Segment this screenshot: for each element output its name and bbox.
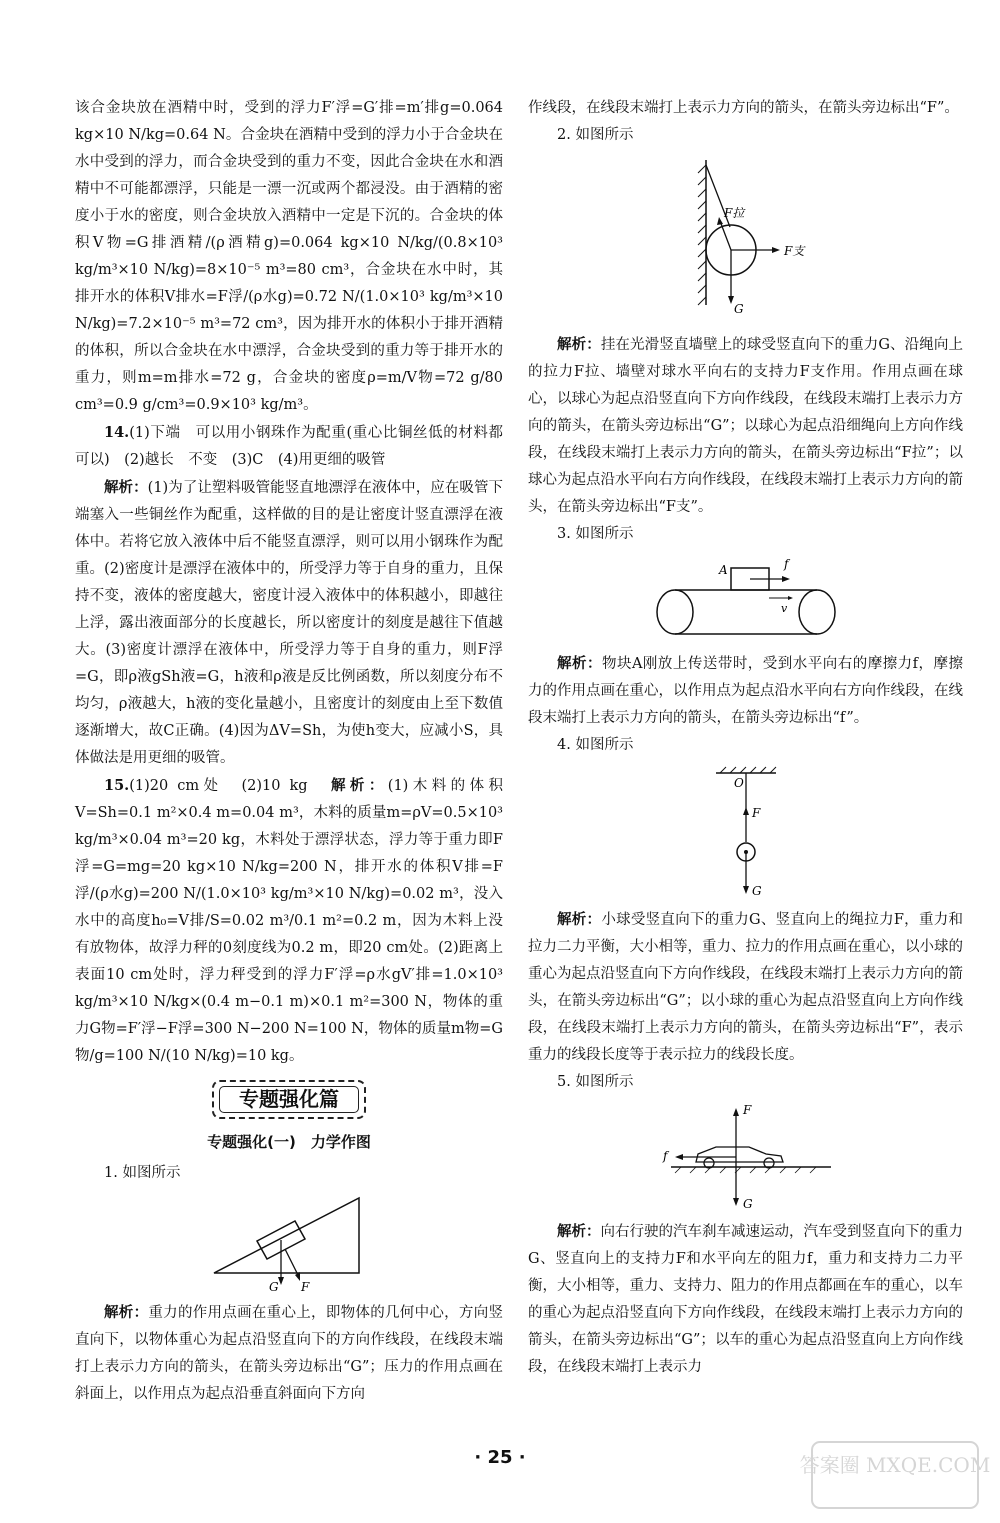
figure-conveyor-belt [651, 554, 841, 644]
q15-answer [75, 772, 503, 1070]
page-number: · 25 · [474, 1447, 526, 1468]
q14-analysis [75, 474, 503, 772]
q2-analysis-text: 挂在光滑竖直墙壁上的球受竖直向下的重力G、沿绳向上的拉力F拉、墙壁对球水平向右的支持力F支作用。作用点画在球心，以球心为起点沿竖直向下方向作线段，在线段末端打上表示力方向的箭头，在箭头旁边标出“G”；以球心为起点沿细绳向上方向作线段，在线段末端打上表示力方向的箭头，在箭头旁边标出“F拉”；以球心为起点沿水平向右方向作线段，在线段末端打上表示力方向的箭头，在箭头旁边标出“F支”。 [528, 337, 963, 515]
label-G: G [742, 1197, 753, 1211]
q5-analysis [528, 1218, 963, 1381]
q4-analysis [528, 906, 963, 1069]
q1-analysis-text: 重力的作用点画在重心上，即物体的几何中心，方向竖直向下，以物体重心为起点沿竖直向下的方向作线段，在线段末端打上表示力方向的箭头，在箭头旁边标出“G”；压力的作用点画在斜面上，以作用点为起点沿垂直斜面向下方向 [75, 1305, 504, 1402]
q5-analysis-label: 解析： [557, 1223, 601, 1240]
q14-answer-text: (1)下端 可以用小钢珠作为配重(重心比铜丝低的材料都可以) (2)越长 不变 (3)C (4)用更细的吸管 [75, 425, 503, 468]
q5-analysis-text: 向右行驶的汽车刹车减速运动，汽车受到竖直向下的重力G、竖直向上的支持力F和水平向左的阻力f，重力和支持力二力平衡，大小相等，重力、支持力、阻力的作用点都画在车的重心，以车的重心为起点沿竖直向下方向作线段，在线段末端打上表示力方向的箭头，在箭头旁边标出“G”；以车的重心为起点沿竖直向上方向作线段，在线段末端打上表示力 [528, 1224, 963, 1375]
q14-answer [75, 419, 503, 474]
q2-analysis-label: 解析： [557, 336, 601, 353]
q3-heading: 3. 如图所示 [557, 526, 634, 542]
q4-heading: 4. 如图所示 [557, 737, 634, 753]
q5-heading: 5. 如图所示 [557, 1074, 634, 1090]
q4-analysis-text: 小球受竖直向下的重力G、竖直向上的绳拉力F，重力和拉力二力平衡，大小相等，重力、拉力的作用点画在重心，以小球的重心为起点沿竖直向下方向作线段，在线段末端打上表示力方向的箭头，在箭头旁边标出“G”；以小球的重心为起点沿竖直向上方向作线段，在线段末端打上表示力方向的箭头，在箭头旁边标出“F”，表示重力的线段长度等于表示拉力的线段长度。 [528, 912, 963, 1063]
q15-analysis-text: (1)木料的体积V=Sh=0.1 m²×0.4 m=0.04 m³，木料的质量m=ρV=0.5×10³ kg/m³×0.04 m³=20 kg，木料处于漂浮状态，浮力等于重力即F浮=G=mg=20 kg×10 N/kg=200 N，排开水的体积V排=F浮/(ρ水g)=200 N/(1.0×10³ kg/m³×10 N/kg)=0.02 m³，没入水中的高度h₀=V排/S=0.02 m³/0.1 m²=0.2 m，因为木料上没有放物体，故浮力秤的0刻度线为0.2 m，即20 cm处。(2)距离上表面10 cm处时，浮力秤受到的浮力F′浮=ρ水gV′排=1.0×10³ kg/m³×10 N/kg×(0.4 m−0.1 m)×0.1 m²=300 N，物体的重力G物=F′浮−F浮=300 N−200 N=100 N，物体的质量m物=G物/g=100 N/(10 N/kg)=10 kg。 [75, 778, 504, 1064]
q2-analysis [528, 331, 963, 521]
q15-analysis-label: 解析： [330, 777, 388, 794]
q1-analysis [75, 1299, 503, 1408]
q14-analysis-label: 解析： [104, 479, 148, 496]
q3-analysis-text: 物块A刚放上传送带时，受到水平向右的摩擦力f，摩擦力的作用点画在重心，以作用点为起点沿水平向右方向作线段，在线段末端打上表示力方向的箭头，在箭头旁边标出“f”。 [528, 656, 963, 726]
q15-answer-text: (1)20 cm处 (2)10 kg [129, 778, 308, 794]
q4-analysis-label: 解析： [557, 911, 602, 928]
q1-analysis-label: 解析： [104, 1304, 149, 1321]
q14-analysis-text: (1)为了让塑料吸管能竖直地漂浮在液体中，应在吸管下端塞入一些铜丝作为配重，这样做的目的是让密度计竖直漂浮在液体中。若将它放入液体中后不能竖直漂浮，则可以用小钢珠作为配重。(2)密度计是漂浮在液体中的，所受浮力等于自身的重力，且保持不变，液体的密度越大，密度计浸入液体中的体积越小，即越往上浮，露出液面部分的长度越长，所以密度计的刻度是越往下值越大。(3)密度计漂浮在液体中，所受浮力等于自身的重力，则F浮=G，即ρ液gSh液=G，h液和ρ液是反比例函数，所以刻度分布不均匀，ρ液越大，h液的变化量越小，且密度计的刻度由上至下数值逐渐增大，故C正确。(4)因为ΔV=Sh，为使h变大，应减小S，具体做法是用更细的吸管。 [75, 480, 503, 766]
label-O: O [733, 776, 744, 790]
label-f: f [662, 1149, 667, 1163]
figure-ball-on-wall [676, 155, 816, 325]
q15-number: 15. [104, 777, 130, 794]
label-G: G [269, 1280, 279, 1294]
label-F: F [742, 1103, 751, 1117]
section-title: 专题强化篇 [212, 1080, 366, 1119]
label-F: F [301, 1280, 310, 1294]
left-column [75, 95, 503, 1408]
q1-analysis-continued: 作线段，在线段末端打上表示力方向的箭头，在箭头旁边标出“F”。 [528, 100, 959, 116]
road-hatching [675, 1167, 816, 1173]
q1-heading: 1. 如图所示 [104, 1165, 181, 1181]
figure-incline-block [209, 1193, 369, 1293]
watermark-logo [799, 1440, 991, 1510]
subsection-title: 专题强化(一) 力学作图 [207, 1133, 371, 1151]
right-roller [799, 590, 835, 634]
label-F-support: F支 [783, 244, 804, 258]
q13-solution-text: 该合金块放在酒精中时，受到的浮力F′浮=G′排=m′排g=0.064 kg×10 N/kg=0.64 N。合金块在酒精中受到的浮力小于合金块在水中受到的浮力，而合金块受到的重力不变，因此合金块在水和酒精中不可能都漂浮，只能是一漂一沉或两个都浸没。由于酒精的密度小于水的密度，则合金块放入酒精中一定是下沉的。合金块的体积V物=G排酒精/(ρ酒精g)=0.064 kg×10 N/kg/(0.8×10³ kg/m³×10 N/kg)=8×10⁻⁵ m³=80 cm³，合金块在水中时，其排开水的体积V排水=F浮/(ρ水g)=0.72 N/(1.0×10³ kg/m³×10 N/kg)=7.2×10⁻⁵ m³=72 cm³，因为排开水的体积小于排开酒精的体积，所以合金块在水中漂浮，合金块受到的重力等于排开水的重力，则m=m排水=72 g，合金块的密度ρ=m/V物=72 g/80 cm³=0.9 g/cm³=0.9×10³ kg/m³。 [75, 100, 503, 413]
label-f: f [783, 557, 788, 571]
right-column [528, 95, 963, 1381]
label-F-tension: F拉 [723, 206, 744, 220]
label-A: A [718, 563, 728, 577]
q3-analysis-label: 解析： [557, 655, 602, 672]
label-G: G [733, 302, 744, 316]
figure-hanging-ball [706, 765, 786, 900]
label-v: v [780, 602, 787, 615]
ceiling-hatching [720, 767, 776, 773]
figure-car-braking [651, 1102, 841, 1212]
q14-number: 14. [104, 424, 130, 441]
car-body [696, 1147, 783, 1162]
q2-heading: 2. 如图所示 [557, 127, 634, 143]
label-F: F [751, 806, 760, 820]
wall-hatching [698, 165, 706, 305]
q3-analysis [528, 650, 963, 732]
left-roller [657, 590, 693, 634]
incline-triangle [214, 1198, 359, 1273]
watermark-text: 答案圈 MXQE.COM [799, 1453, 991, 1477]
label-G: G [751, 884, 762, 898]
